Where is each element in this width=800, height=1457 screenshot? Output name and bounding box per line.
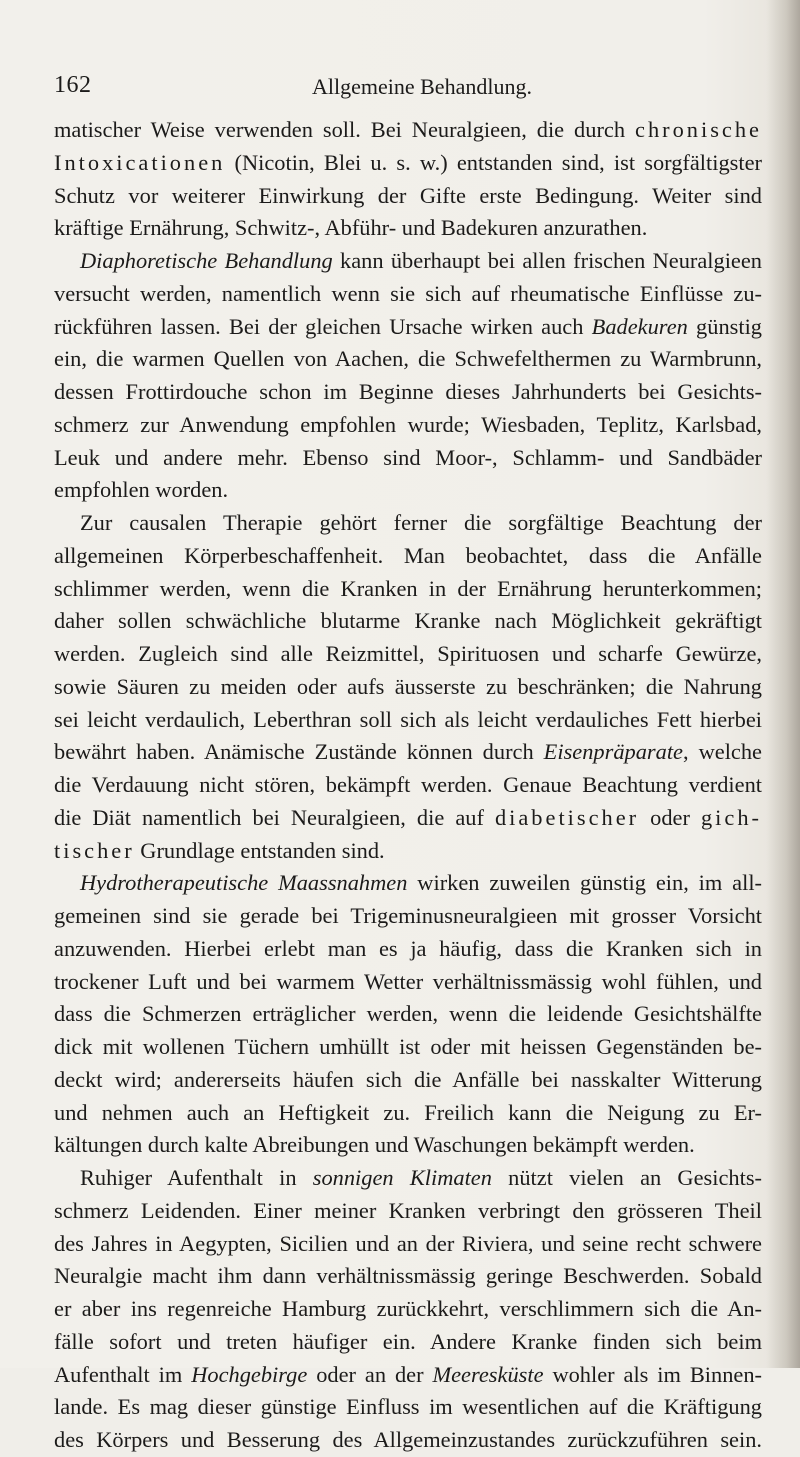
text-line: [54, 245, 762, 278]
text-run: schlimmer werden, wenn die Kranken in der Ernährung herunterkommen;: [54, 575, 762, 601]
page-header: [54, 72, 760, 104]
text-line: [54, 507, 762, 540]
text-line: [54, 900, 762, 933]
spaced-text: diabetischer: [494, 804, 640, 830]
text-line: [54, 147, 762, 180]
text-line: [54, 311, 762, 344]
text-run: schmerz Leidenden. Einer meiner Kranken verbringt den grösseren Theil: [54, 1197, 762, 1223]
text-run: sei leicht verdaulich, Leberthran soll sich als leicht verdauliches Fett hierbei: [54, 706, 762, 732]
text-run: oder an der: [307, 1361, 433, 1387]
italic-text: sonnigen Klimaten: [312, 1165, 492, 1190]
text-run: anzuwenden. Hierbei erlebt man es ja häufig, dass die Kranken sich in: [54, 935, 762, 961]
page-number: 162: [54, 72, 92, 98]
text-run: günstig: [687, 313, 762, 339]
text-run: fälle sofort und treten häufiger ein. Andere Kranke finden sich beim: [54, 1328, 762, 1354]
text-line: [54, 933, 762, 966]
text-run: dessen Frottirdouche schon im Beginne dieses Jahrhunderts bei Gesichts-: [54, 379, 762, 404]
text-run: Neuralgie macht ihm dann verhältnissmässig geringe Beschwerden. Sobald: [54, 1263, 762, 1289]
text-run: daher sollen schwächliche blutarme Kranke nach Möglichkeit gekräftigt: [54, 608, 762, 634]
italic-text: Badekuren: [591, 313, 688, 339]
italic-text: Diaphoretische Behandlung: [80, 248, 333, 273]
text-run: die Verdauung nicht stören, bekämpft werden. Genaue Beachtung verdient: [54, 772, 762, 797]
text-line: [54, 376, 762, 409]
text-run: deckt wird; andererseits häufen sich die Anfälle bei nasskalter Witterung: [54, 1066, 762, 1092]
text-line: [54, 442, 762, 475]
body-text: [54, 114, 762, 1457]
text-line: [54, 212, 762, 245]
text-line: [54, 1293, 762, 1326]
text-run: allgemeinen Körperbeschaffenheit. Man beobachtet, dass die Anfälle: [54, 542, 762, 568]
text-line: [54, 966, 762, 999]
text-line: [54, 1129, 762, 1162]
italic-text: Meeresküste: [432, 1361, 544, 1387]
text-run: oder: [639, 804, 701, 830]
text-run: , welche: [682, 739, 762, 765]
text-run: schmerz zur Anwendung empfohlen wurde; Wiesbaden, Teplitz, Karlsbad,: [54, 411, 762, 437]
text-line: [54, 1031, 762, 1064]
text-line: [54, 1195, 762, 1228]
text-run: dass die Schmerzen erträglicher werden, wenn die leidende Gesichtshälfte: [54, 1001, 762, 1027]
text-line: [54, 1097, 762, 1130]
text-line: [54, 1391, 762, 1424]
text-run: kräftige Ernährung, Schwitz-, Abführ- und Badekuren anzurathen.: [54, 215, 648, 241]
page-gutter-shadow: [766, 0, 800, 1368]
text-line: [54, 474, 762, 507]
text-run: die Diät namentlich bei Neuralgieen, die auf: [54, 804, 495, 830]
text-line: [54, 605, 762, 638]
text-run: lande. Es mag dieser günstige Einfluss im wesentlichen auf die Kräftigung: [54, 1394, 762, 1420]
italic-text: Eisenpräparate: [543, 739, 683, 765]
text-line: [54, 343, 762, 376]
text-line: [54, 638, 762, 671]
text-run: Leuk und andere mehr. Ebenso sind Moor-, Schlamm- und Sandbäder: [54, 444, 762, 470]
text-line: [54, 1228, 762, 1261]
text-line: [54, 573, 762, 606]
text-run: rückführen lassen. Bei der gleichen Ursache wirken auch: [54, 313, 592, 339]
text-run: ein, die warmen Quellen von Aachen, die Schwefelthermen zu Warmbrunn,: [54, 346, 762, 372]
text-run: versucht werden, namentlich wenn sie sich auf rheumatische Einflüsse zu-: [54, 280, 762, 306]
text-line: [54, 1326, 762, 1359]
text-run: nützt vielen an Gesichts-: [491, 1165, 762, 1190]
text-run: Ruhiger Aufenthalt in: [80, 1165, 313, 1190]
text-line: [54, 704, 762, 737]
text-run: bewährt haben. Anämische Zustände können durch: [54, 739, 544, 765]
spaced-text: gich-: [700, 804, 762, 830]
text-run: matischer Weise verwenden soll. Bei Neuralgieen, die durch: [54, 117, 635, 142]
running-head: Allgemeine Behandlung.: [312, 74, 532, 99]
spaced-text: chronische: [635, 117, 762, 142]
text-line: [54, 835, 762, 868]
text-run: Grundlage entstanden sind.: [134, 837, 385, 863]
text-line: [54, 540, 762, 573]
text-line: [54, 278, 762, 311]
text-run: (Nicotin, Blei u. s. w.) entstanden sind, ist sorgfältigster: [225, 149, 762, 175]
text-line: [54, 1064, 762, 1097]
text-run: wohler als im Binnen-: [543, 1361, 762, 1387]
text-run: gemeinen sind sie gerade bei Trigeminusneuralgieen mit grosser Vorsicht: [54, 903, 762, 928]
text-run: des Jahres in Aegypten, Sicilien und an der Riviera, und seine recht schwere: [54, 1230, 762, 1256]
text-run: Schutz vor weiterer Einwirkung der Gifte erste Bedingung. Weiter sind: [54, 182, 762, 208]
text-line: [54, 409, 762, 442]
text-line: [54, 769, 762, 802]
text-run: kältungen durch kalte Abreibungen und Waschungen bekämpft werden.: [54, 1132, 695, 1158]
text-run: dick mit wollenen Tüchern umhüllt ist oder mit heissen Gegenständen be-: [54, 1034, 762, 1059]
text-run: kann überhaupt bei allen frischen Neuralgieen: [332, 248, 762, 273]
text-run: trockener Luft und bei warmem Wetter verhältnissmässig wohl fühlen, und: [54, 968, 762, 994]
text-line: [54, 1260, 762, 1293]
text-run: Aufenthalt im: [54, 1361, 192, 1387]
text-line: [54, 736, 762, 769]
text-run: empfohlen worden.: [54, 477, 229, 503]
text-run: er aber ins regenreiche Hamburg zurückkehrt, verschlimmern sich die An-: [54, 1296, 762, 1321]
text-run: wirken zuweilen günstig ein, im all-: [407, 870, 762, 896]
spaced-text: Intoxicationen: [54, 149, 226, 175]
text-run: Zur causalen Therapie gehört ferner die sorgfältige Beachtung der: [80, 510, 762, 535]
italic-text: Hydrotherapeutische Maassnahmen: [80, 870, 408, 896]
text-line: [54, 1424, 762, 1457]
text-line: [54, 998, 762, 1031]
text-run: und nehmen auch an Heftigkeit zu. Freilich kann die Neigung zu Er-: [54, 1099, 762, 1125]
text-run: werden. Zugleich sind alle Reizmittel, Spirituosen und scharfe Gewürze,: [54, 641, 762, 666]
spaced-text: tischer: [54, 837, 135, 863]
text-line: [54, 802, 762, 835]
text-line: [54, 180, 762, 213]
text-line: [54, 114, 762, 147]
text-line: [54, 867, 762, 900]
text-line: [54, 1162, 762, 1195]
text-run: sowie Säuren zu meiden oder aufs äusserste zu beschränken; die Nahrung: [54, 673, 762, 699]
text-line: [54, 671, 762, 704]
text-line: [54, 1359, 762, 1392]
italic-text: Hochgebirge: [191, 1361, 308, 1387]
text-run: des Körpers und Besserung des Allgemeinzustandes zurückzuführen sein.: [54, 1427, 762, 1452]
